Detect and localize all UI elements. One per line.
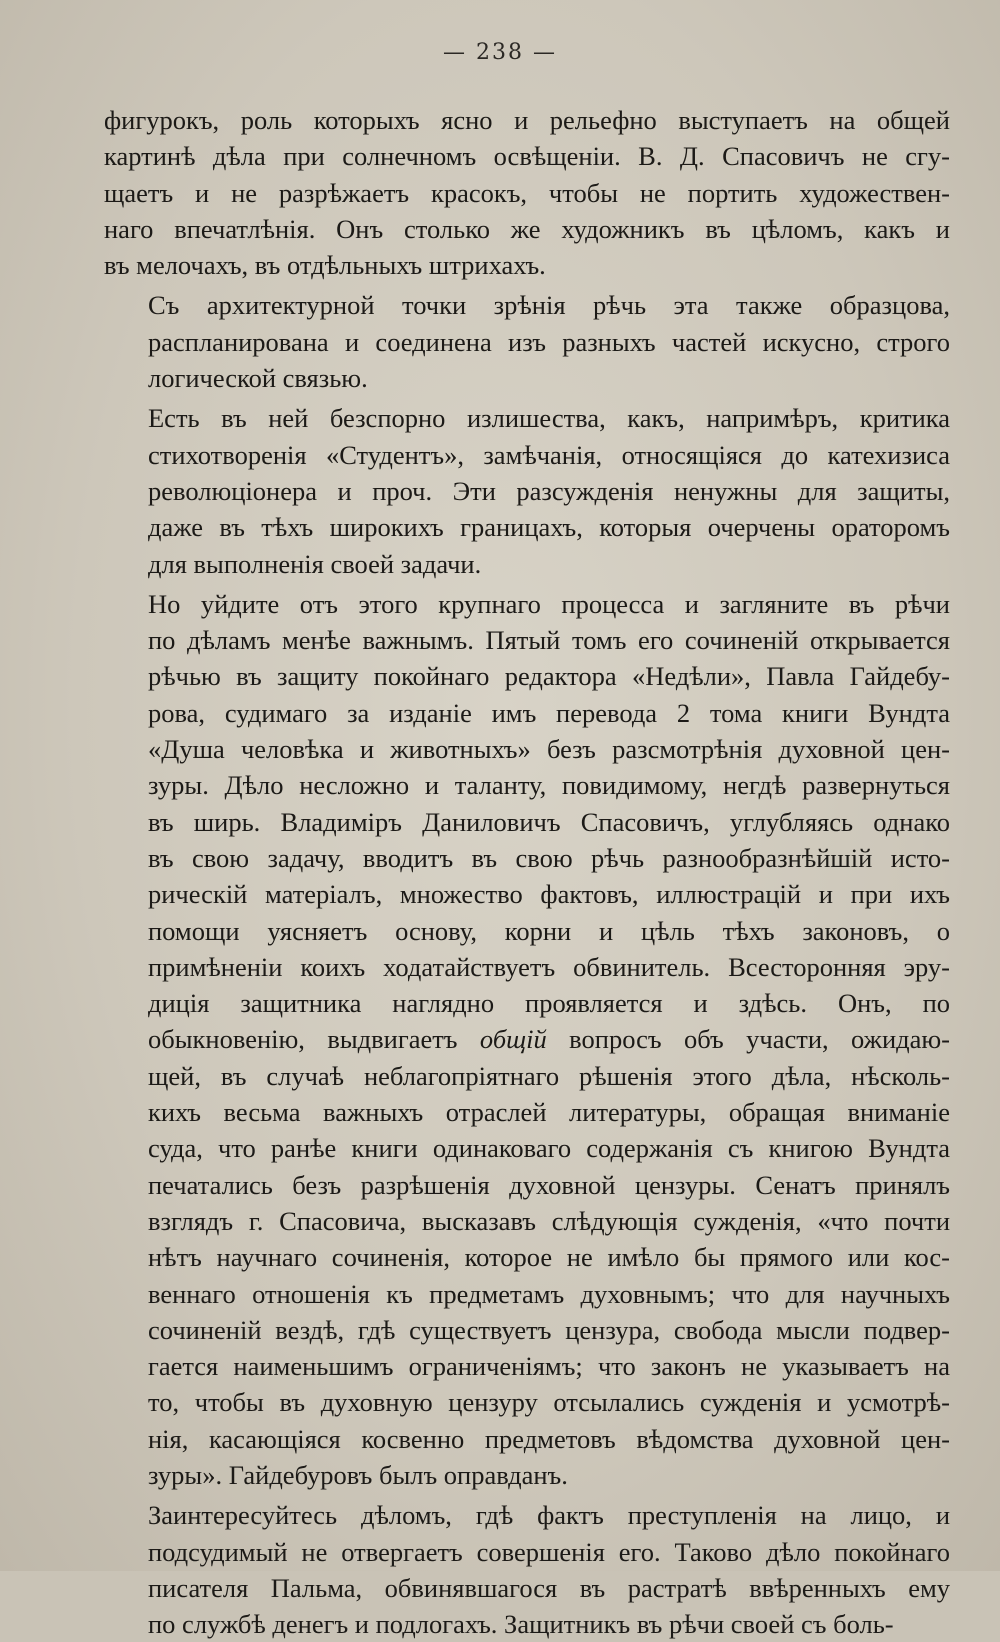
text-line: зуры. Дѣло несложно и таланту, повидимому, негдѣ развернуться — [148, 770, 950, 801]
text-line: обыкновенію, выдвигаетъ общій вопросъ объ участи, ожидаю- — [148, 1024, 950, 1055]
paragraph — [104, 1497, 950, 1642]
text-line: кихъ весьма важныхъ отраслей литературы, обращая вниманіе — [148, 1097, 950, 1128]
text-line: даже въ тѣхъ широкихъ границахъ, которыя очерчены ораторомъ — [148, 512, 950, 543]
text-line: стихотворенія «Студентъ», замѣчанія, относящіяся до катехизиса — [148, 439, 950, 470]
text-line: подсудимый не отвергаетъ совершенія его. Таково дѣло покойнаго — [148, 1536, 950, 1567]
text-line: гается наименьшимъ ограниченіямъ; что законъ не указываетъ на — [148, 1351, 950, 1382]
text-line: наго впечатлѣнія. Онъ столько же художникъ въ цѣломъ, какъ и — [104, 213, 950, 244]
text-line: для выполненія своей задачи. — [148, 548, 482, 579]
text-line: въ ширь. Владиміръ Даниловичъ Спасовичъ, углубляясь однако — [148, 806, 950, 837]
text-line: Есть въ ней безспорно излишества, какъ, напримѣръ, критика — [148, 403, 950, 434]
text-line: щей, въ случаѣ неблагопріятнаго рѣшенія этого дѣла, нѣсколь- — [148, 1060, 950, 1091]
text-line: распланирована и соединена изъ разныхъ частей искусно, строго — [148, 326, 950, 357]
paragraph — [104, 102, 950, 283]
text-line: по службѣ денегъ и подлогахъ. Защитникъ въ рѣчи своей съ боль- — [148, 1609, 894, 1640]
paragraph — [104, 287, 950, 396]
text-line: рова, судимаго за изданіе имъ перевода 2 тома книги Вундта — [148, 697, 950, 728]
text-line: Заинтересуйтесь дѣломъ, гдѣ фактъ преступленія на лицо, и — [148, 1500, 950, 1531]
text-line: взглядъ г. Спасовича, высказавъ слѣдующія сужденія, «что почти — [148, 1205, 950, 1236]
text-line: диція защитника наглядно проявляется и здѣсь. Онъ, по — [148, 988, 950, 1019]
text-line: «Душа человѣка и животныхъ» безъ разсмотрѣнія духовной цен- — [148, 734, 950, 765]
text-line: суда, что ранѣе книги одинаковаго содержанія съ книгою Вундта — [148, 1133, 950, 1164]
text-line: помощи уясняетъ основу, корни и цѣль тѣхъ законовъ, о — [148, 915, 950, 946]
text-line: сочиненій вездѣ, гдѣ существуетъ цензура, свобода мысли подвер- — [148, 1314, 950, 1345]
text-line: то, чтобы въ духовную цензуру отсылались сужденія и усмотрѣ- — [148, 1387, 950, 1418]
text-line: фигурокъ, роль которыхъ ясно и рельефно выступаетъ на общей — [104, 105, 950, 135]
text-line: веннаго отношенія къ предметамъ духовнымъ; что для научныхъ — [148, 1278, 950, 1309]
text-line: логической связью. — [148, 363, 368, 394]
text-line: по дѣламъ менѣе важнымъ. Пятый томъ его сочиненій открывается — [148, 625, 950, 656]
text-line: нѣтъ научнаго сочиненія, которое не имѣло бы прямого или кос- — [148, 1242, 950, 1273]
text-line: зуры». Гайдебуровъ былъ оправданъ. — [148, 1459, 568, 1490]
text-line: въ мелочахъ, въ отдѣльныхъ штрихахъ. — [104, 250, 546, 281]
text-line: нія, касающіяся косвенно предметовъ вѣдомства духовной цен- — [148, 1423, 950, 1454]
page-number: — 238 — — [443, 40, 557, 65]
text-line: рѣчью въ защиту покойнаго редактора «Недѣли», Павла Гайдебу- — [148, 661, 950, 692]
text-line: писателя Пальма, обвинявшагося въ растратѣ ввѣренныхъ ему — [148, 1572, 950, 1603]
text-line: картинѣ дѣла при солнечномъ освѣщеніи. В. Д. Спасовичъ не сгу- — [104, 141, 950, 172]
text-line: печатались безъ разрѣшенія духовной цензуры. Сенатъ принялъ — [148, 1169, 950, 1200]
paragraph — [104, 400, 950, 581]
text-line: примѣненіи коихъ ходатайствуетъ обвинитель. Всесторонняя эру- — [148, 951, 950, 982]
text-line: Съ архитектурной точки зрѣнія рѣчь эта также образцова, — [148, 290, 950, 321]
text-line: революціонера и проч. Эти разсужденія ненужны для защиты, — [148, 475, 950, 506]
text-line: рическій матеріалъ, множество фактовъ, иллюстрацій и при ихъ — [148, 879, 950, 910]
paragraph — [104, 586, 950, 1493]
text-line: Но уйдите отъ этого крупнаго процесса и загляните въ рѣчи — [148, 588, 950, 619]
text-line: въ свою задачу, вводитъ въ свою рѣчь разнообразнѣйшій исто- — [148, 842, 950, 873]
body-text — [104, 102, 950, 1642]
text-line: щаетъ и не разрѣжаетъ красокъ, чтобы не портить художествен- — [104, 177, 950, 208]
emphasis: общій — [479, 1024, 547, 1055]
